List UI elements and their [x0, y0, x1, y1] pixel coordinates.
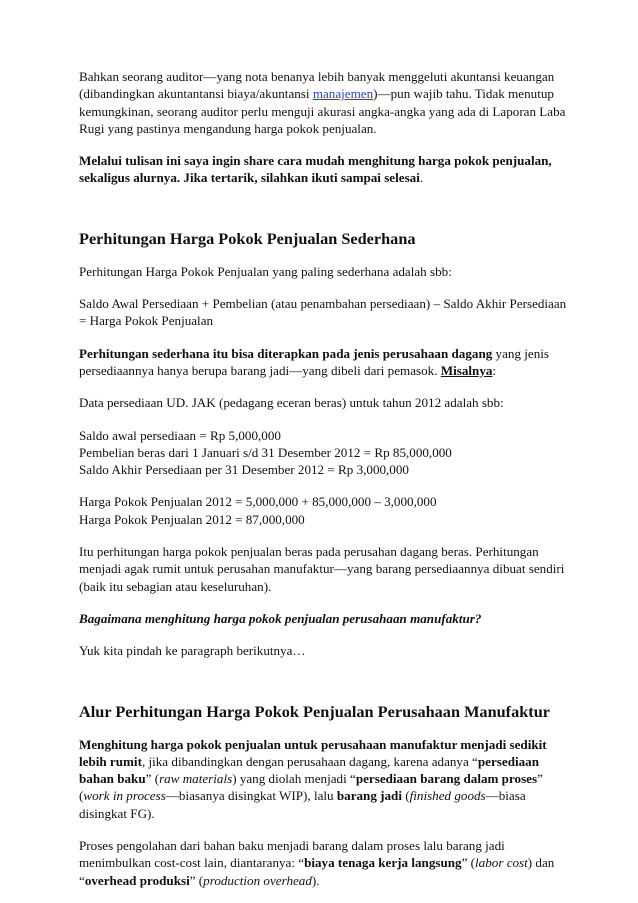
- intro-bold-text: Melalui tulisan ini saya ingin share cara mudah menghitung harga pokok penjualan, sekaligus alurnya. Jika tertarik, silahkan ikuti sampai selesai: [79, 153, 552, 186]
- section2-heading: Alur Perhitungan Harga Pokok Penjualan Perusahaan Manufaktur: [79, 701, 551, 721]
- s2-p2-e: ) dan “: [79, 855, 555, 888]
- data-intro: Data persediaan UD. JAK (pedagang eceran beras) untuk tahun 2012 adalah sbb:: [79, 395, 504, 411]
- s2-p1-i: —biasanya disingkat WIP), lalu: [165, 788, 337, 804]
- manajemen-link[interactable]: manajemen: [312, 86, 374, 102]
- s2-p1-m: —biasa disingkat FG).: [79, 788, 526, 821]
- intro-paragraph: [79, 68, 567, 137]
- s2-p2-c: ” (: [461, 855, 476, 871]
- section2-paragraph-2: [79, 837, 567, 889]
- s2-p2-h: production overhead: [203, 872, 312, 888]
- intro-bold-paragraph: [79, 152, 567, 187]
- intro-text-after: )—pun wajib tahu. Tidak menutup kemungkinan, seorang auditor perlu menguji akurasi angka-angka yang ada di Laporan Laba Rugi yang pastinya mengandung harga pokok penjualan.: [79, 86, 566, 136]
- formula-line-1: Saldo Awal Persediaan + Pembelian (atau penambahan persediaan) – Saldo Akhir Persediaan: [79, 296, 567, 312]
- section1-dagang-paragraph: [79, 345, 567, 380]
- s2-p1-bold: Menghitung harga pokok penjualan untuk perusahaan manufaktur menjadi sedikit lebih rumit: [79, 736, 547, 769]
- data-line-2: Pembelian beras dari 1 Januari s/d 31 Desember 2012 = Rp 85,000,000: [79, 444, 452, 460]
- s2-p1-f: persediaan barang dalam proses: [355, 771, 538, 787]
- s2-p1-g: ” (: [79, 771, 543, 804]
- data-line-1: Saldo awal persediaan = Rp 5,000,000: [79, 427, 281, 443]
- section1-intro: Perhitungan Harga Pokok Penjualan yang paling sederhana adalah sbb:: [79, 263, 452, 279]
- calc-line-1: Harga Pokok Penjualan 2012 = 5,000,000 + 85,000,000 – 3,000,000: [79, 494, 437, 510]
- intro-bold-end: .: [419, 170, 424, 186]
- intro-text: Bahkan seorang auditor—yang nota benanya lebih banyak menggeluti akuntansi keuangan (dibandingkan akuntantansi biaya/akuntansi: [79, 69, 555, 102]
- s2-p2-d: labor cost: [475, 855, 528, 871]
- dagang-end: :: [492, 362, 497, 378]
- formula-line-2: = Harga Pokok Penjualan: [79, 313, 214, 329]
- formula-paragraph: [79, 295, 567, 330]
- question-paragraph: [79, 610, 567, 627]
- s2-p1-l: finished goods: [409, 788, 486, 804]
- s2-p1-c: ” (: [145, 771, 160, 787]
- dagang-text: yang jenis persediaannya hanya berupa barang jadi—yang dibeli dari pemasok.: [79, 345, 550, 378]
- s2-p1-h: work in process: [83, 788, 166, 804]
- s2-p1-a: , jika dibandingkan dengan perusahaan dagang, karena adanya “: [141, 753, 478, 769]
- s2-p1-e: ) yang diolah menjadi “: [232, 771, 356, 787]
- s2-p2-f: overhead produksi: [84, 872, 190, 888]
- section2-paragraph-1: [79, 736, 567, 822]
- manufaktur-transition: Itu perhitungan harga pokok penjualan beras pada perusahan dagang beras. Perhitungan menjadi agak rumit untuk perusahan manufaktur—yang barang persediaannya dibuat sendiri (baik itu sebagian atau keseluruhan).: [79, 544, 565, 594]
- s2-p2-a: Proses pengolahan dari bahan baku menjadi barang dalam proses lalu barang jadi menimbulkan cost-cost lain, diantaranya: “: [79, 838, 505, 871]
- calc-line-2: Harga Pokok Penjualan 2012 = 87,000,000: [79, 511, 305, 527]
- next-paragraph: Yuk kita pindah ke paragraph berikutnya…: [79, 643, 306, 659]
- dagang-bold: Perhitungan sederhana itu bisa diterapkan pada jenis perusahaan dagang: [79, 345, 493, 361]
- s2-p1-b: persediaan bahan baku: [79, 753, 539, 787]
- s2-p1-j: barang jadi: [336, 788, 402, 804]
- document-page: [79, 68, 567, 889]
- section1-heading: Perhitungan Harga Pokok Penjualan Sederhana: [79, 228, 416, 248]
- misalnya-underlined: Misalnya: [440, 362, 493, 378]
- s2-p2-b: biaya tenaga kerja langsung: [304, 855, 462, 871]
- data-block: [79, 427, 567, 479]
- s2-p2-g: ” (: [189, 872, 204, 888]
- data-line-3: Saldo Akhir Persediaan per 31 Desember 2012 = Rp 3,000,000: [79, 462, 409, 478]
- s2-p2-i: ).: [311, 872, 320, 888]
- calc-block: [79, 493, 567, 528]
- s2-p1-d: raw materials: [159, 771, 233, 787]
- s2-p1-k: (: [401, 788, 410, 804]
- question-text: Bagaimana menghitung harga pokok penjualan perusahaan manufaktur?: [79, 610, 482, 626]
